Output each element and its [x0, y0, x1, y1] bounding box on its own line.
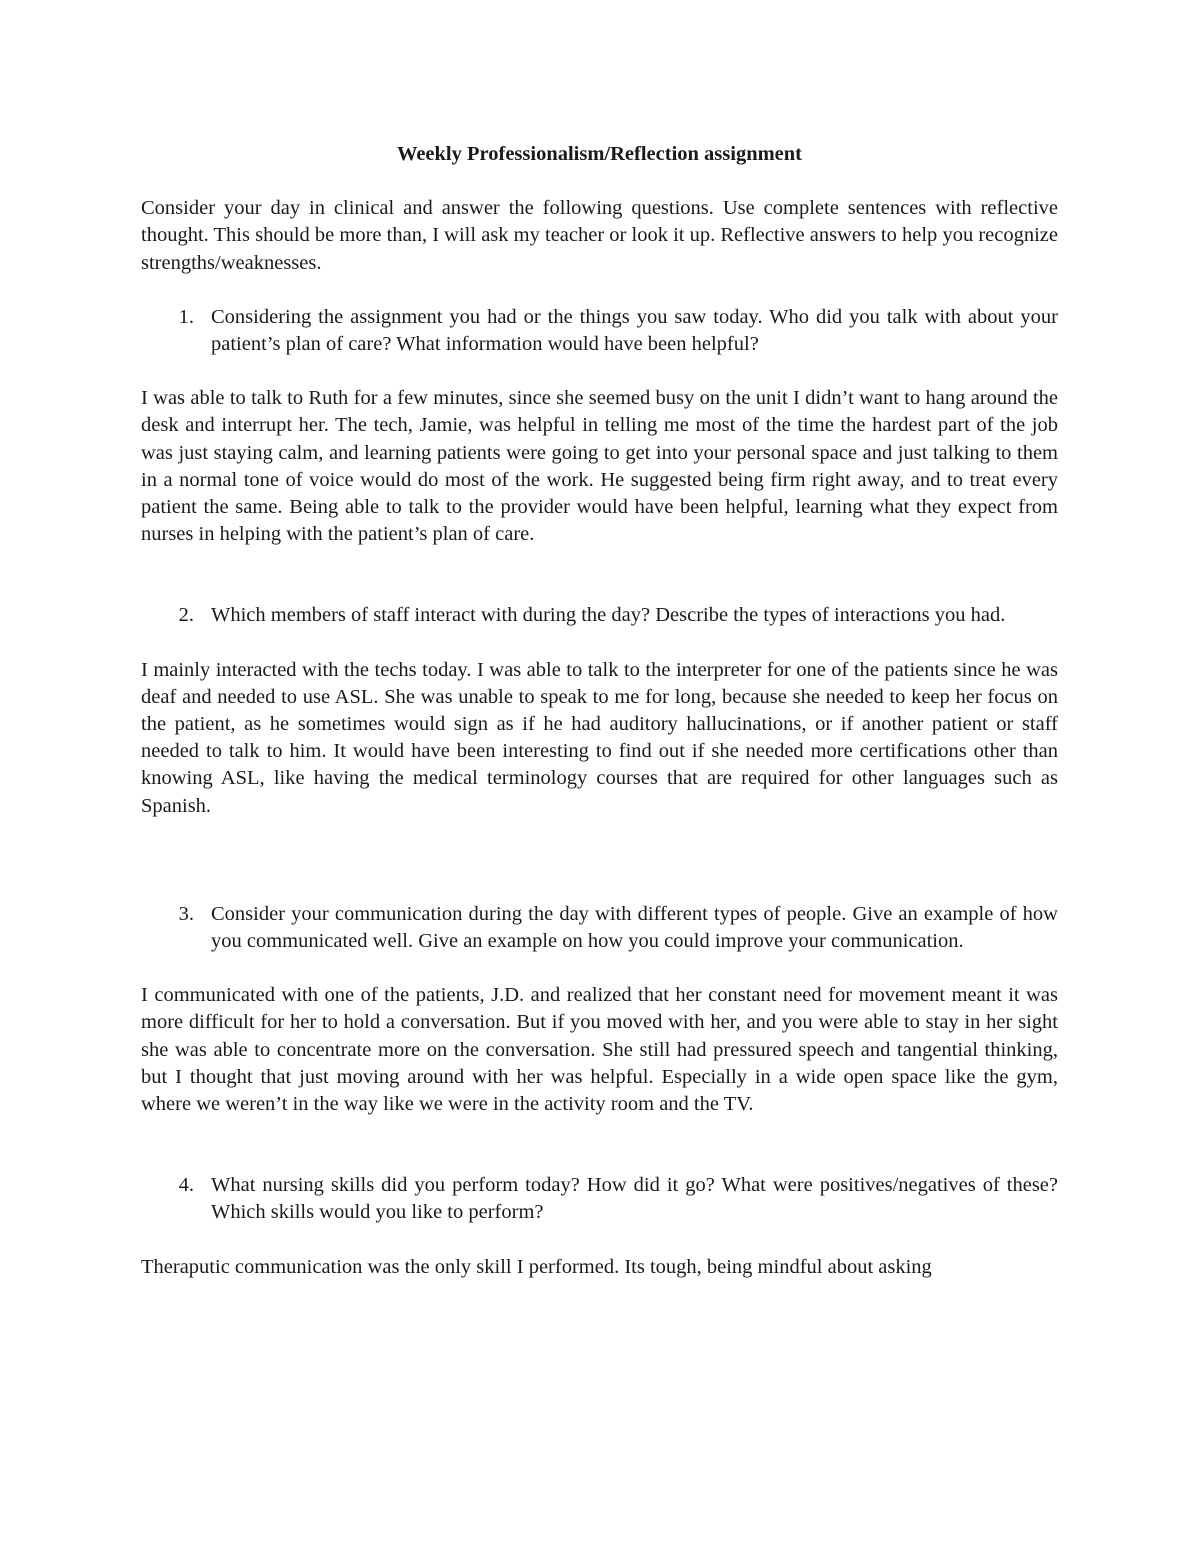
question-text: Which members of staff interact with during the day? Describe the types of interactions you had. [211, 604, 1006, 627]
answer-3: I communicated with one of the patients, J.D. and realized that her constant need for movement meant it was more difficult for her to hold a conversation. But if you moved with her, and you were able to stay in her sight she was able to concentrate more on the conversation. She still had pressured speech and tangential thinking, but I thought that just moving around with her was helpful. Especially in a wide open space like the gym, where we weren’t in the way like we were in the activity room and the TV. [141, 984, 1058, 1116]
question-number: 3. [178, 902, 194, 925]
spacer [141, 847, 1058, 901]
question-1 [141, 304, 1058, 358]
question-text: What nursing skills did you perform today? How did it go? What were positives/negatives of these? Which skills would you like to perform? [211, 1174, 1058, 1224]
question-2 [141, 602, 1058, 629]
spacer [141, 1145, 1058, 1172]
document-body [141, 141, 1058, 1281]
question-number: 1. [178, 305, 194, 328]
answer-1: I was able to talk to Ruth for a few minutes, since she seemed busy on the unit I didn’t want to hang around the desk and interrupt her. The tech, Jamie, was helpful in telling me most of the time the hardest part of the job was just staying calm, and learning patients were going to get into your personal space and just talking to them in a normal tone of voice would do most of the work. He suggested being firm right away, and to treat every patient the same. Being able to talk to the provider would have been helpful, learning what they expect from nurses in helping with the patient’s plan of care. [141, 387, 1058, 546]
answer-2: I mainly interacted with the techs today. I was able to talk to the interpreter for one of the patients since he was deaf and needed to use ASL. She was unable to speak to me for long, because she needed to keep her focus on the patient, as he sometimes would sign as if he had auditory hallucinations, or if another patient or staff needed to talk to him. It would have been interesting to find out if she needed more certifications other than knowing ASL, like having the medical terminology courses that are required for other languages such as Spanish. [141, 658, 1058, 817]
answer-4: Theraputic communication was the only skill I performed. Its tough, being mindful about asking [141, 1255, 932, 1278]
intro-paragraph: Consider your day in clinical and answer the following questions. Use complete sentences with reflective thought. This should be more than, I will ask my teacher or look it up. Reflective answers to help you recognize strengths/weaknesses. [141, 197, 1058, 274]
question-4 [141, 1172, 1058, 1226]
question-number: 4. [178, 1174, 194, 1197]
document-title: Weekly Professionalism/Reflection assignment [396, 143, 803, 165]
question-number: 2. [178, 604, 194, 627]
question-3 [141, 901, 1058, 955]
spacer [141, 575, 1058, 602]
question-text: Consider your communication during the day with different types of people. Give an example of how you communicated well. Give an example on how you could improve your communication. [211, 902, 1058, 953]
question-text: Considering the assignment you had or the things you saw today. Who did you talk with about your patient’s plan of care? What information would have been helpful? [211, 305, 1058, 356]
